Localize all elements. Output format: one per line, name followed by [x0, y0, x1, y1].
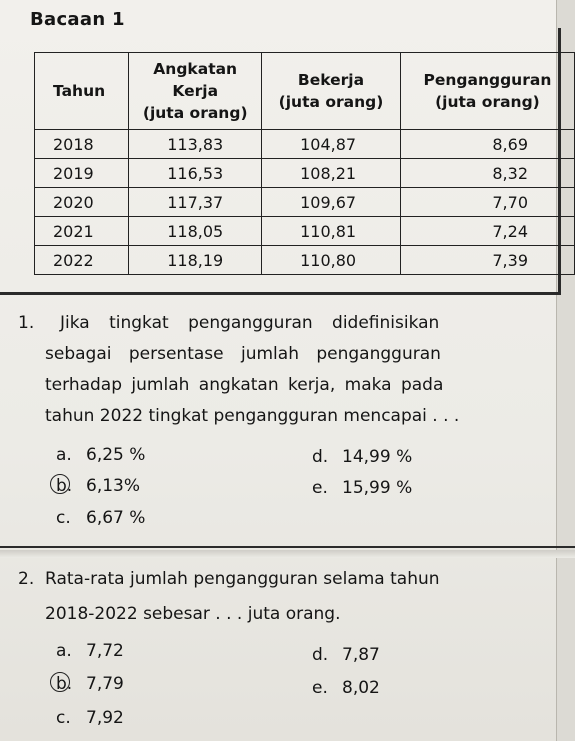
- cell-angkatan: 117,37: [129, 188, 262, 217]
- q2-option-c[interactable]: c. 7,92: [56, 708, 124, 728]
- cell-year: 2022: [35, 246, 129, 275]
- cell-angkatan: 116,53: [129, 159, 262, 188]
- q1-option-d[interactable]: d. 14,99 %: [312, 447, 413, 467]
- header-bekerja: Bekerja (juta orang): [262, 53, 401, 130]
- circled-answer-mark: b.: [56, 476, 86, 496]
- question-1-line: Jika tingkat pengangguran didefinisikan: [60, 313, 440, 333]
- circled-answer-mark: b.: [56, 674, 86, 694]
- table-row: [35, 188, 575, 217]
- cell-bekerja: 109,67: [262, 188, 401, 217]
- header-angkatan-kerja: Angkatan Kerja (juta orang): [129, 53, 262, 130]
- question-1-line: sebagai persentase jumlah pengangguran: [45, 344, 441, 364]
- header-tahun: Tahun: [35, 53, 129, 130]
- cell-bekerja: 108,21: [262, 159, 401, 188]
- q1-option-a[interactable]: a. 6,25 %: [56, 445, 146, 465]
- cell-pengangguran: 7,39: [400, 246, 574, 275]
- cell-bekerja: 110,81: [262, 217, 401, 246]
- cell-bekerja: 110,80: [262, 246, 401, 275]
- table-row: [35, 130, 575, 159]
- cell-angkatan: 118,05: [129, 217, 262, 246]
- section-divider-shadow: [0, 550, 575, 558]
- cell-year: 2021: [35, 217, 129, 246]
- reading-title: Bacaan 1: [30, 9, 125, 30]
- q2-option-e[interactable]: e. 8,02: [312, 678, 380, 698]
- cell-year: 2018: [35, 130, 129, 159]
- cell-pengangguran: 8,69: [400, 130, 574, 159]
- cell-angkatan: 113,83: [129, 130, 262, 159]
- q2-option-a[interactable]: a. 7,72: [56, 641, 124, 661]
- header-pengangguran: Pengangguran (juta orang): [400, 53, 574, 130]
- table-row: [35, 159, 575, 188]
- q1-option-b[interactable]: b. 6,13%: [56, 476, 141, 496]
- question-2-line: Rata-rata jumlah pengangguran selama tahun: [45, 569, 440, 589]
- table-row: [35, 246, 575, 275]
- unemployment-table: [34, 52, 575, 275]
- question-1-line: tahun 2022 tingkat pengangguran mencapai . . .: [45, 406, 460, 426]
- cell-year: 2020: [35, 188, 129, 217]
- question-2-line: 2018-2022 sebesar . . . juta orang.: [45, 604, 341, 624]
- cell-angkatan: 118,19: [129, 246, 262, 275]
- table-header-row: [35, 53, 575, 130]
- question-1-number: 1.: [18, 313, 35, 333]
- cell-year: 2019: [35, 159, 129, 188]
- question-2-number: 2.: [18, 569, 35, 589]
- section-divider: [0, 546, 575, 548]
- cell-pengangguran: 8,32: [400, 159, 574, 188]
- q1-option-c[interactable]: c. 6,67 %: [56, 508, 146, 528]
- question-1-line: terhadap jumlah angkatan kerja, maka pada: [45, 375, 444, 395]
- cell-bekerja: 104,87: [262, 130, 401, 159]
- q1-option-e[interactable]: e. 15,99 %: [312, 478, 413, 498]
- cell-pengangguran: 7,24: [400, 217, 574, 246]
- cell-pengangguran: 7,70: [400, 188, 574, 217]
- table-row: [35, 217, 575, 246]
- q2-option-b[interactable]: b. 7,79: [56, 674, 124, 694]
- q2-option-d[interactable]: d. 7,87: [312, 645, 380, 665]
